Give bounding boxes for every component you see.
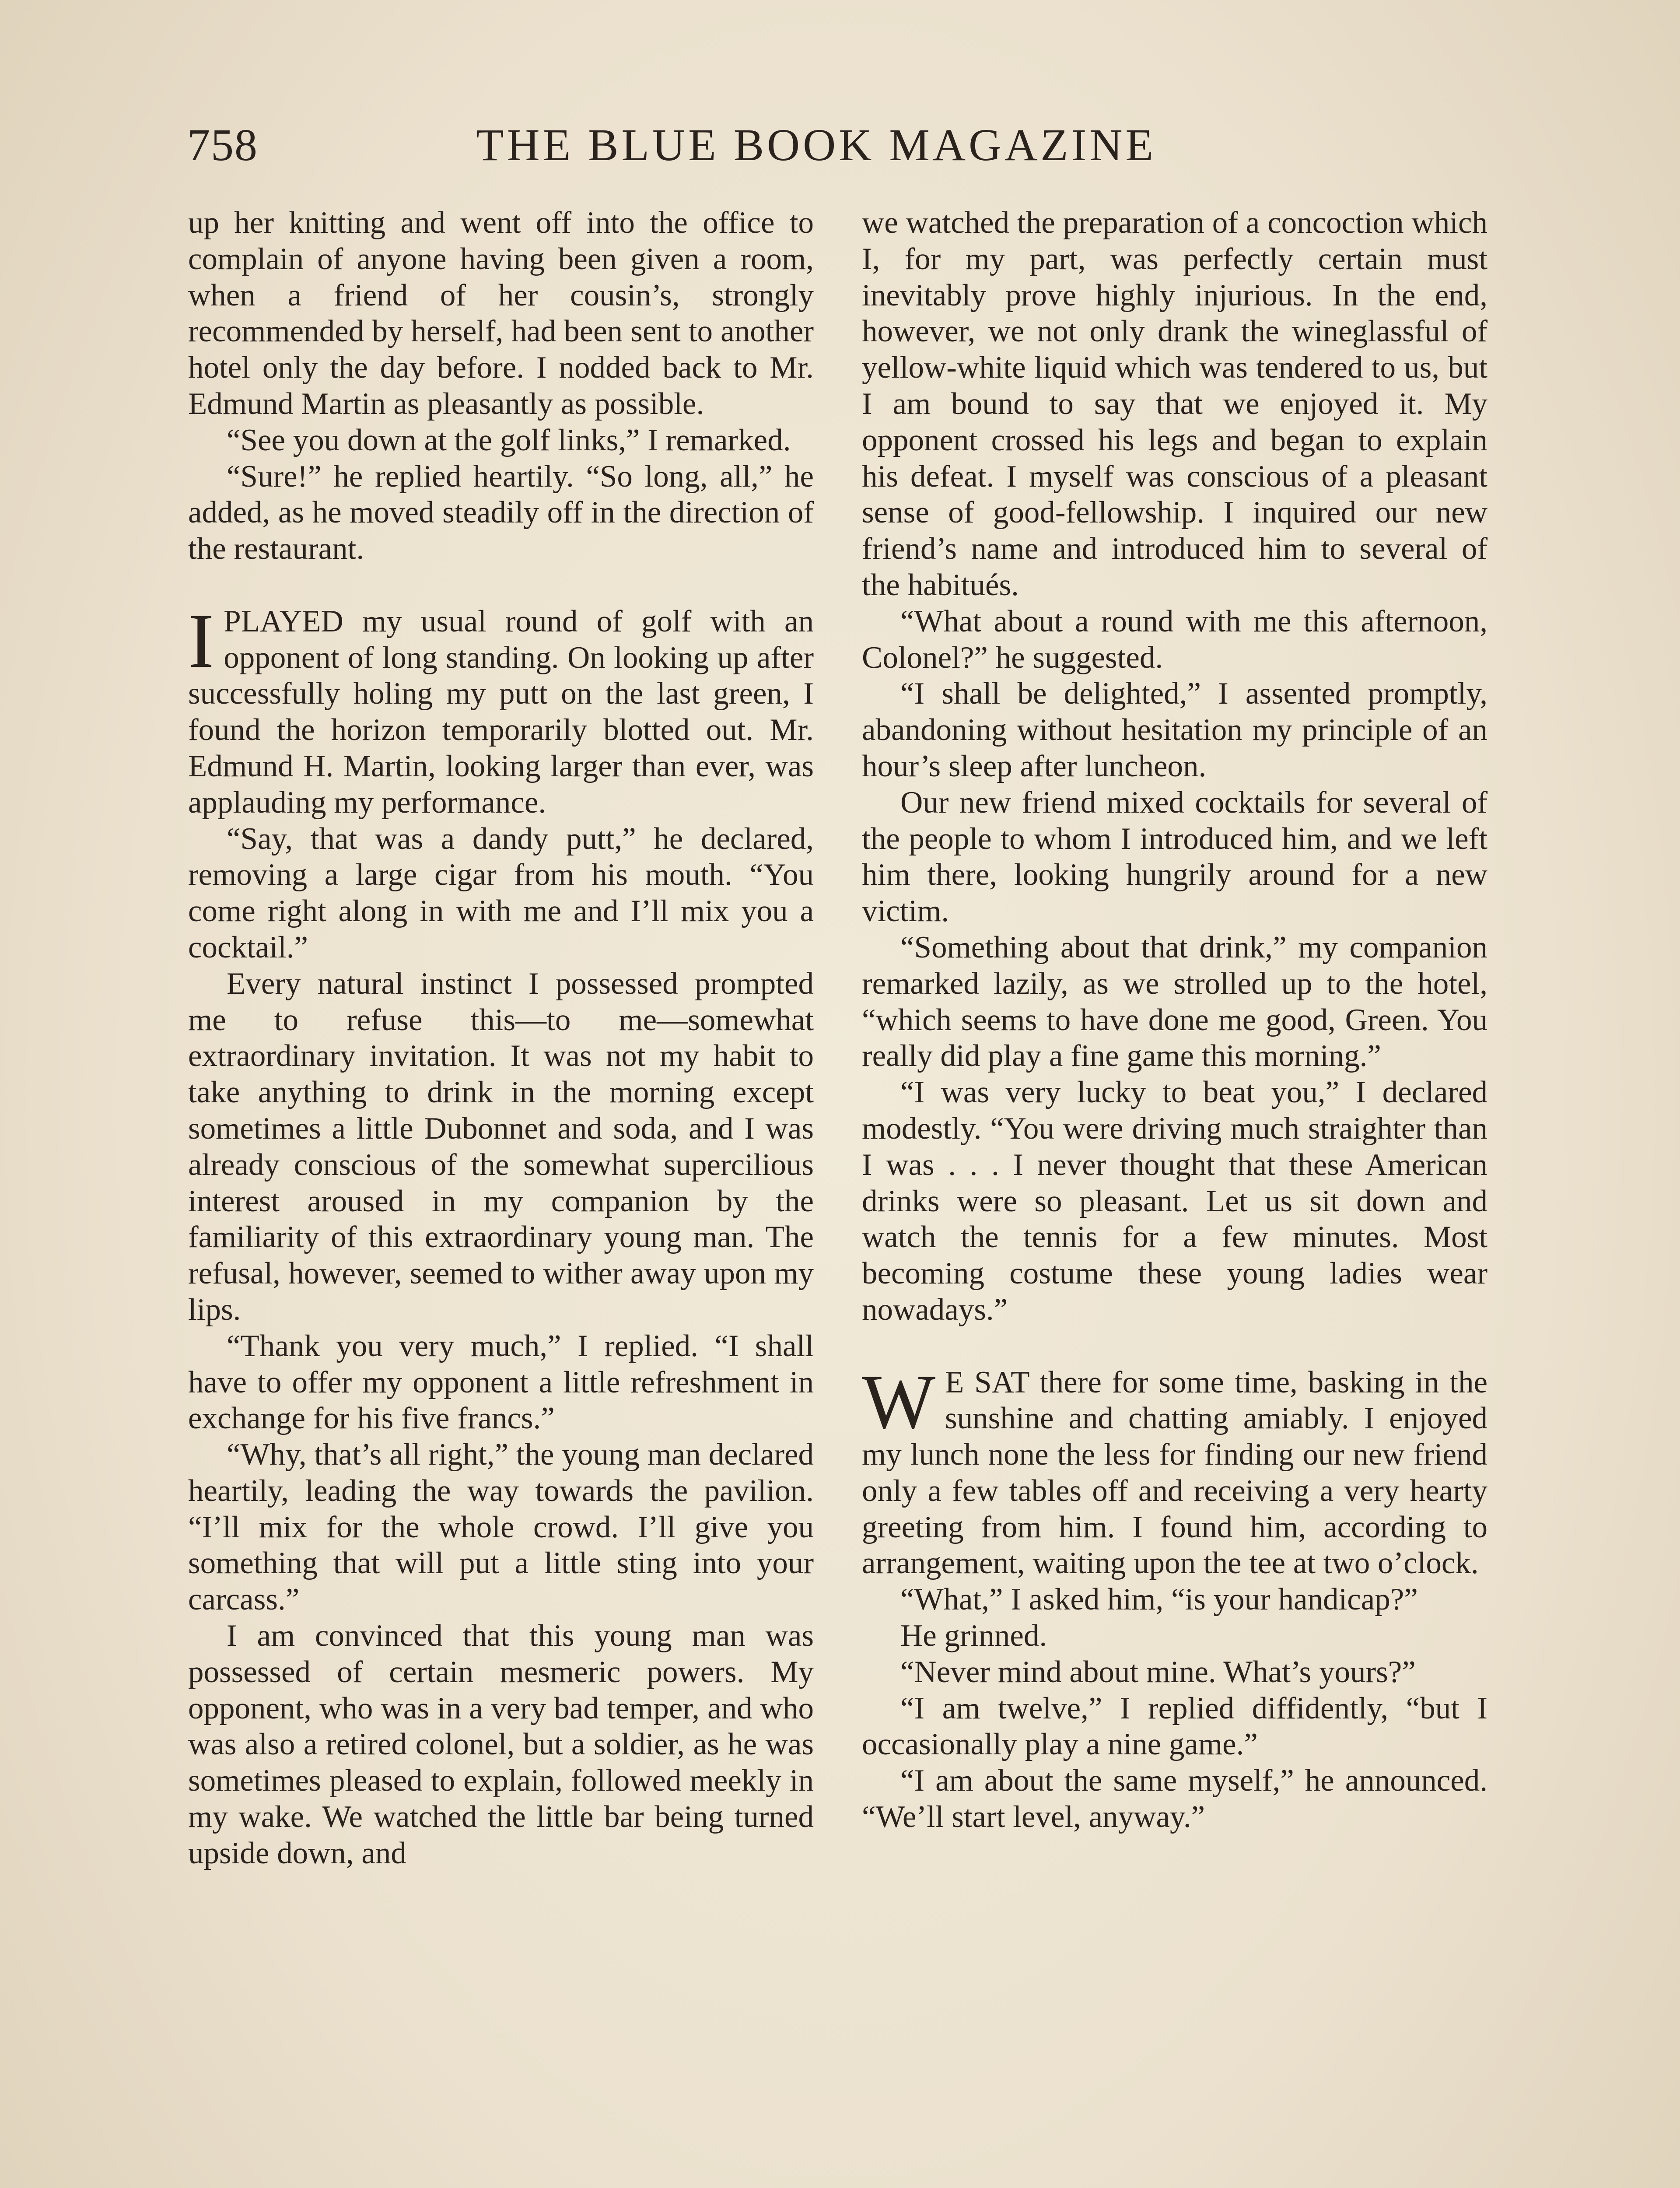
section-break	[188, 567, 814, 603]
paragraph: up her knitting and went off into the office to complain of anyone having been given a room, when a friend of her cousin’s, strongly recommended by herself, had been sent to another hotel only the day before. I nodded back to Mr. Edmund Martin as pleasantly as possible.	[188, 206, 814, 421]
dropcap-paragraph	[862, 1358, 1488, 1582]
page-header	[187, 115, 1228, 176]
left-column	[188, 205, 814, 1872]
paragraph-text: PLAYED my usual round of golf with an opponent of long standing. On looking up after successfully holing my putt on the last green, I found the horizon temporarily blotted out. Mr. Edmund H. Martin, looking larger than ever, was applauding my performance.	[188, 604, 814, 820]
paragraph: “Why, that’s all right,” the young man declared heartily, leading the way towards the pavilion. “I’ll mix for the whole crowd. I’ll give you something that will put a little sting into your carcass.”	[188, 1438, 814, 1617]
paragraph: “Sure!” he replied heartily. “So long, all,” he added, as he moved steadily off in the direction of the restaurant.	[188, 459, 814, 566]
paragraph: “Something about that drink,” my companion remarked lazily, as we strolled up to the hotel, “which seems to have done me good, Green. You really did play a fine game this morning.”	[862, 930, 1488, 1073]
dropcap-paragraph	[188, 597, 814, 821]
paragraph: “I was very lucky to beat you,” I declared modestly. “You were driving much straighter than I was . . . I never thought that these American drinks were so pleasant. Let us sit down and watch the tennis for a few minutes. Most becoming costume these young ladies wear nowadays.”	[862, 1075, 1488, 1327]
drop-cap: I	[188, 597, 214, 684]
paragraph: we watched the preparation of a concoction which I, for my part, was perfectly certain must inevitably prove highly injurious. In the end, however, we not only drank the wineglassful of yellow-white liquid which was tendered to us, but I am bound to say that we enjoyed it. My opponent crossed his legs and began to explain his defeat. I myself was conscious of a pleasant sense of good-fellowship. I inquired our new friend’s name and introduced him to several of the habitués.	[862, 206, 1488, 602]
paragraph: “Thank you very much,” I replied. “I shall have to offer my opponent a little refreshment in exchange for his five francs.”	[188, 1329, 814, 1436]
paragraph: Our new friend mixed cocktails for several of the people to whom I introduced him, and we left him there, looking hungrily around for a new victim.	[862, 785, 1488, 929]
paragraph: “I am about the same myself,” he announced. “We’ll start level, anyway.”	[862, 1764, 1488, 1834]
page-number: 758	[187, 120, 258, 170]
paragraph: “What,” I asked him, “is your handicap?”	[900, 1582, 1418, 1617]
paragraph: “Never mind about mine. What’s yours?”	[900, 1655, 1416, 1689]
running-head-title: THE BLUE BOOK MAGAZINE	[476, 120, 1156, 170]
paragraph: “What about a round with me this afternoon, Colonel?” he suggested.	[862, 604, 1488, 675]
paragraph: He grinned.	[900, 1619, 1047, 1653]
paragraph: “Say, that was a dandy putt,” he declared, removing a large cigar from his mouth. “You come right along in with me and I’ll mix you a cocktail.”	[188, 821, 814, 964]
paragraph: “See you down at the golf links,” I remarked.	[227, 423, 791, 457]
paragraph: “I shall be delighted,” I assented promptly, abandoning without hesitation my principle of an hour’s sleep after luncheon.	[862, 677, 1488, 783]
drop-cap: W	[862, 1358, 936, 1445]
paragraph: I am convinced that this young man was possessed of certain mesmeric powers. My opponent, who was in a very bad temper, and who was also a retired colonel, but a soldier, as he was sometimes pleased to explain, followed meekly in my wake. We watched the little bar being turned upside down, and	[188, 1619, 814, 1870]
paragraph-text: E SAT there for some time, basking in the sunshine and chatting amiably. I enjoyed my lunch none the less for finding our new friend only a few tables off and receiving a very hearty greeting from him. I found him, according to arrangement, waiting upon the tee at two o’clock.	[862, 1365, 1488, 1581]
paragraph: Every natural instinct I possessed prompted me to refuse this—to me—somewhat extraordinary invitation. It was not my habit to take anything to drink in the morning except sometimes a little Dubonnet and soda, and I was already conscious of the somewhat supercilious interest aroused in my companion by the familiarity of this extraordinary young man. The refusal, however, seemed to wither away upon my lips.	[188, 966, 814, 1327]
right-column	[862, 205, 1488, 1835]
paragraph: “I am twelve,” I replied diffidently, “but I occasionally play a nine game.”	[862, 1691, 1488, 1762]
section-break	[862, 1328, 1488, 1364]
